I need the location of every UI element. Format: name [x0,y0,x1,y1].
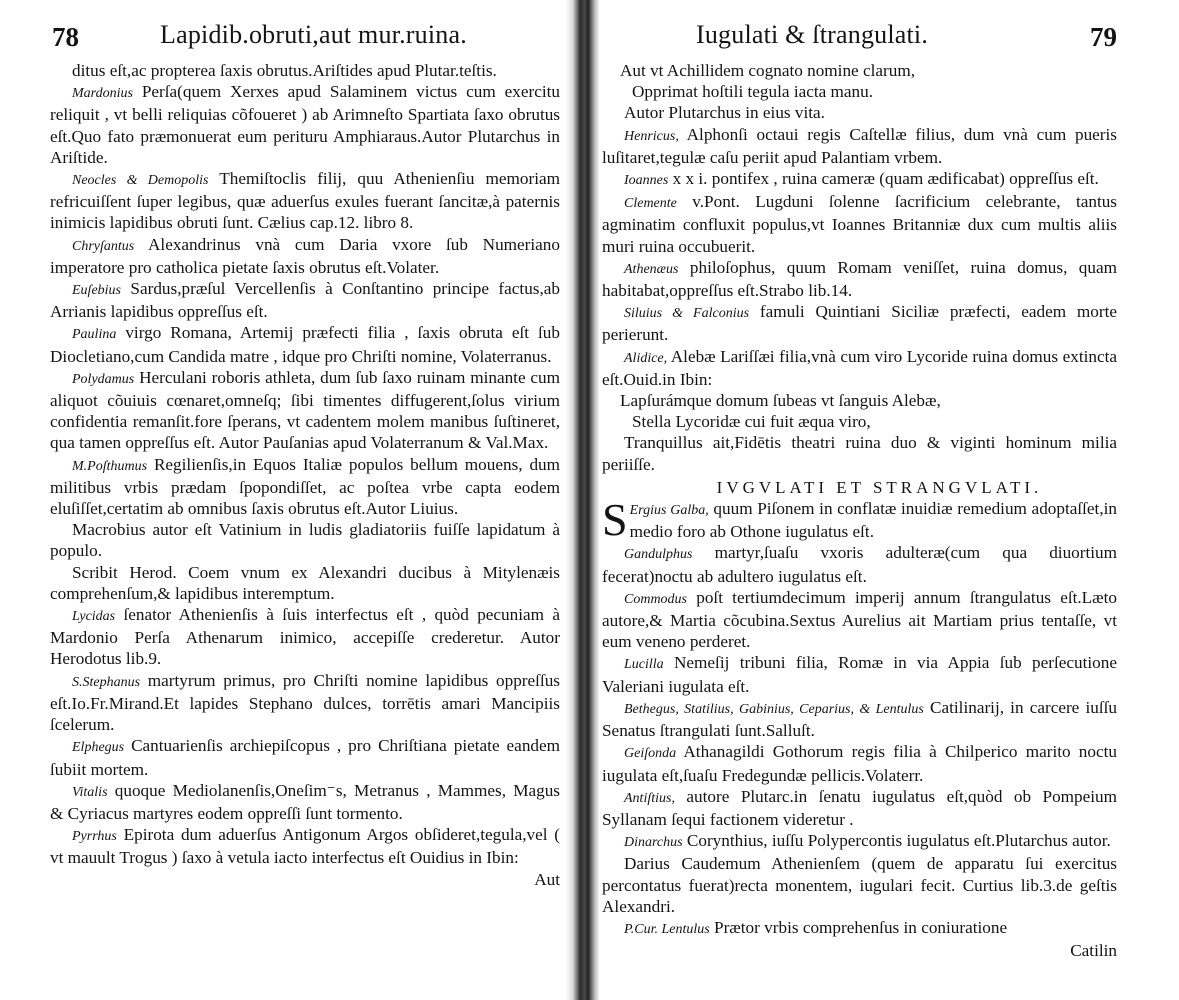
entry-name: Ergius Galba, [629,503,709,519]
entry [602,542,1117,586]
entry-name: Henricus, [624,128,679,144]
entry-name: M.Poſthumus [72,458,148,474]
entry [50,234,560,278]
entry [602,168,1117,191]
right-page [600,0,1179,1000]
entry-name: Antiſtius, [624,790,675,806]
entry [50,60,560,81]
entry-text: Corynthius, iuſſu Polypercontis iugulatus eſt.Plutarchus autor. [686,831,1111,851]
entry-text: Themiſtoclis filij, quu Athenienſiu memoriam refricuiſſent ſuper legibus, quæ aduerſus exules fuerant ſancitæ,à paternis inimicis lapidibus obruti ſunt. Cælius cap.12. libro 8. [50,169,560,233]
entry [602,432,1117,474]
entry [50,604,560,670]
right-page-header [600,0,1179,58]
entry-text: Epirota dum aduerſus Antigonum Argos obſideret,tegula,vel ( vt mauult Trogus ) ſaxo à vetula iacto interfectus eſt Ouidius in Ibin: [50,825,561,868]
entry-name: Geiſonda [624,746,677,762]
entry-name: Euſebius [72,283,121,299]
entry-name: Ioannes [624,173,669,189]
entry [50,562,560,604]
left-page-text [50,60,560,890]
entry-text: Prætor vrbis comprehenſus in coniuratione [714,917,1008,937]
book-gutter [566,0,600,1000]
entry-text: Darius Caudemum Athenienſem (quem de apparatu ſui exercitus percontatus fuerat)recta monentem, iugulari fecit. Curtius lib.3.de geſtis Alexandri. [602,854,1117,916]
entry [602,301,1117,345]
entry-text: Alexandrinus vnà cum Daria vxore ſub Numeriano imperatore pro catholica pietate ſaxis obrutus eſt.Volater. [50,234,560,277]
entry-text: Herculani roboris athleta, dum ſub ſaxo ruinam minante cum aliquot cõuiuis cœnaret,omneſq; ſibi timentes diffugerent,ſolus virium confidentia remanſit.fore ſperans, vt cadentem molem manibus ſuſtineret, qua tamen oppreſſus eſt. Autor Pauſanias apud Volaterranum & Val.Max. [50,367,561,453]
entry-text: ſenator Athenienſis à ſuis interfectus eſt , quòd pecuniam à Mardonio Perſa Athenarum inimico, accepiſſe crederetur. Autor Herodotus lib.9. [50,605,560,669]
entry [602,786,1117,830]
entry-name: Clemente [624,196,677,212]
section-title: IVGVLATI ET STRANGVLATI. [716,477,1043,497]
entry [50,168,560,234]
entry-name: Alidice, [624,350,668,366]
entry [50,367,560,454]
entry [50,454,560,520]
entry-text: quoque Mediolanenſis,Oneſim⁻s, Metranus , Mammes, Magus & Cyriacus martyres eodem oppreſſi ſunt tormento. [50,780,560,823]
entry-list [602,432,1117,474]
entry-text: Catilinarij, in carcere iuſſu Senatus ſtrangulati ſunt.Salluſt. [602,697,1117,741]
catchword: Aut [534,869,560,889]
entry [602,124,1117,168]
entry [602,830,1117,853]
entry-name: Athenæus [624,261,679,277]
entry-name: Chryſantus [72,238,135,254]
entry-name: Bethegus, Statilius, Gabinius, Ceparius, & Lentulus [624,701,924,717]
entry-text: quum Piſonem in conflatæ inuidiæ remedium adoptaſſet,in medio foro ab Othone iugulatus eſt. [629,499,1117,542]
verse-line: Lapſurámque domum ſubeas vt ſanguis Alebæ, [620,391,941,411]
left-page [0,0,566,1000]
entry-name: Dinarchus [624,835,683,851]
entry [50,824,560,868]
entry [602,587,1117,653]
verse-line: Opprimat hoſtili tegula iacta manu. [632,82,874,102]
entry-name: Commodus [624,591,688,607]
entry-text: Regilienſis,in Equos Italiæ populos bellum mouens, dum militibus vrbis prædam ſpopondiſſet, ac poſtea vrbe capta eodem eluſiſſet,certatim ab omnibus ſaxis obrutus eſt.Autor Liuius. [50,454,560,519]
entry [602,257,1117,301]
entry-text: Athanagildi Gothorum regis filia à Chilperico marito noctu iugulata eſt,ſuaſu Fredegundæ pellicis.Volaterr. [602,742,1117,785]
entry-text: autore Plutarc.in ſenatu iugulatus eſt,quòd ob Pompeium Syllanam ſequi factionem videretur . [602,786,1118,829]
entry-name: Gandulphus [624,547,693,563]
entry [50,322,560,366]
entry-list [50,60,560,869]
entry-name: Siluius & Falconius [624,306,750,322]
verse-line: Aut vt Achillidem cognato nomine clarum, [620,61,915,80]
entry-text: Cantuarienſis archiepiſcopus , pro Chriſtiana pietate eandem ſubiit mortem. [50,736,561,779]
left-page-header [0,0,566,58]
entry [602,346,1117,390]
running-head: Lapidib.obruti,aut mur.ruina. [160,20,467,49]
entry-text: x x i. pontifex , ruina cameræ (quam ædificabat) oppreſſus eſt. [672,169,1099,189]
drop-cap: S [602,494,628,546]
entry-name: Elphegus [72,740,125,756]
entry-name: Pyrrhus [72,829,117,845]
entry-text: ditus eſt,ac propterea ſaxis obrutus.Ariſtides apud Plutar.teſtis. [72,61,497,80]
entry-text: Alphonſi octaui regis Caſtellæ filius, dum vnà cum pueris luſitaret,tegulæ caſu periit apud Palantiam vrbem. [602,124,1117,167]
running-head: Iugulati & ſtrangulati. [696,20,929,49]
verse-line: Stella Lycoridæ cui fuit æqua viro, [632,412,871,432]
entry [602,191,1117,257]
entry [50,780,560,824]
entry-text: v.Pont. Lugduni ſolenne ſacrificium celebrante, tantus agminatim confluxit populus,vt Ioannes Britanniæ dux cum multis aliis muri ruina occubuerit. [602,192,1117,256]
entry [50,278,560,322]
entry [50,81,560,168]
entry-name: P.Cur. Lentulus [624,921,710,937]
entry [50,519,560,561]
entry-text: virgo Romana, Artemij præfecti filia , ſaxis obruta eſt ſub Diocletiano,cum Candida matre , idque pro Chriſti nomine, Volaterranus. [50,323,560,366]
entry-text: Nemeſij tribuni filia, Romæ in via Appia ſub perſecutione Valeriani iugulata eſt. [602,653,1117,696]
entry-text: Scribit Herod. Coem vnum ex Alexandri ducibus à Mitylenæis comprehenſum,& lapidibus interemptum. [50,562,560,603]
entry-name: Vitalis [72,784,108,800]
entry [602,697,1117,741]
entry [602,853,1117,917]
entry [602,652,1117,696]
right-page-text [602,60,1117,961]
entry-text: Macrobius autor eſt Vatinium in ludis gladiatoriis fuiſſe lapidatum à populo. [50,520,560,561]
entry-text: philoſophus, quum Romam veniſſet, ruina domus, quam habitabat,oppreſſus eſt.Strabo lib.14. [602,257,1117,301]
entry-text: famuli Quintiani Siciliæ præfecti, eadem morte perierunt. [602,302,1117,345]
entry-text: Alebæ Lariſſæi filia,vnà cum viro Lycoride ruina domus extincta eſt.Ouid.in Ibin: [602,346,1117,389]
entry [602,917,1117,940]
page-number: 78 [52,22,79,52]
entry-name: Polydamus [72,371,135,387]
entry-name: Lycidas [72,609,116,625]
catchword: Catilin [1070,941,1117,961]
entry-text: Perſa(quem Xerxes apud Salaminem victus cum exercitu reliquit , vt belli reliquias cõfoueret ) ab Arimneſto Spartiata ſaxo obrutus eſt.Quo fato præmonuerat eum perituru Amphiaraus.Autor Plutarchus in Ariſtide. [50,82,560,167]
entry-text: martyr,ſuaſu vxoris adulteræ(cum qua diuortium fecerat)noctu ab adultero iugulatus eſt. [602,543,1117,586]
entry-name: S.Stephanus [72,674,141,690]
first-entry [602,494,1117,546]
entry-text: Tranquillus ait,Fidētis theatri ruina duo & viginti hominum milia periiſſe. [602,433,1117,474]
entry-name: Paulina [72,327,117,343]
entry [602,741,1117,785]
entry [602,102,1117,123]
entry-list [602,542,1117,940]
entry-name: Neocles & Demopolis [72,173,209,189]
entry [50,670,560,736]
entry-text: Autor Plutarchus in eius vita. [624,103,825,123]
entry-list [602,102,1117,390]
entry-text: martyrum primus, pro Chriſti nomine lapidibus oppreſſus eſt.Io.Fr.Mirand.Et lapides Stephano dulces, torrētis amari Mancipiis ſcelerum. [50,670,560,735]
entry-text: poſt tertiumdecimum imperij annum ſtrangulatus eſt.Læto autore,& Martia cõcubina.Sextus Aurelius ait Martiam prius tentaſſe, vt eum veneno perderet. [602,587,1117,652]
entry-text: Sardus,præſul Vercellenſis à Conſtantino principe factus,ab Arrianis lapidibus oppreſſus eſt. [50,279,560,322]
entry [50,735,560,779]
page-number: 79 [1090,22,1117,52]
entry-name: Lucilla [624,657,664,673]
entry-name: Mardonius [72,86,133,102]
